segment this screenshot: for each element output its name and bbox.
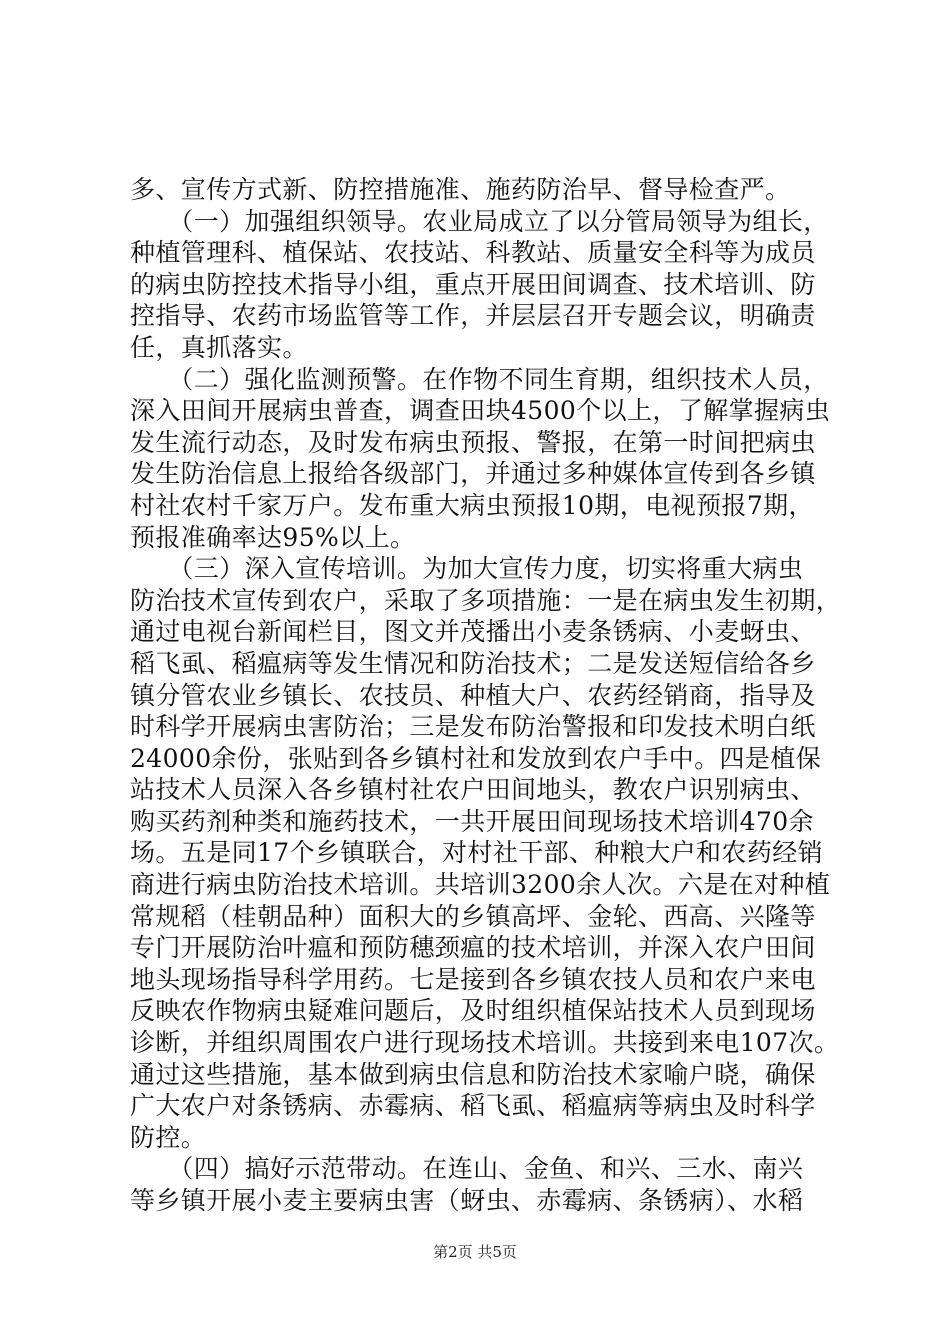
text-line: 防治技术宣传到农户，采取了多项措施：一是在病虫发生初期， <box>130 585 842 615</box>
text-line: 购买药剂种类和施药技术，一共开展田间现场技术培训470余 <box>130 806 814 836</box>
text-line: 种植管理科、植保站、农技站、科教站、质量安全科等为成员 <box>130 238 816 268</box>
text-line: 镇分管农业乡镇长、农技员、种植大户、农药经销商，指导及 <box>130 680 816 710</box>
text-line: 场。五是同17个乡镇联合，对村社干部、种粮大户和农药经销 <box>130 838 824 868</box>
text-line: 深入田间开展病虫普查，调查田块4500个以上，了解掌握病虫 <box>130 396 831 426</box>
text-line: 稻飞虱、稻瘟病等发生情况和防治技术；二是发送短信给各乡 <box>130 648 816 678</box>
text-line: 预报准确率达95%以上。 <box>130 522 416 552</box>
text-line: 等乡镇开展小麦主要病虫害（蚜虫、赤霉病、条锈病）、水稻 <box>130 1186 804 1215</box>
page-number-footer: 第2页 共5页 <box>433 1243 517 1261</box>
text-line: 商进行病虫防治技术培训。共培训3200余人次。六是在对种植 <box>130 870 831 900</box>
text-line: （一）加强组织领导。农业局成立了以分管局领导为组长， <box>130 206 829 236</box>
text-line: 反映农作物病虫疑难问题后，及时组织植保站技术人员到现场 <box>130 996 816 1026</box>
text-line: 诊断，并组织周围农户进行现场技术培训。共接到来电107次。 <box>130 1028 840 1058</box>
text-line: 专门开展防治叶瘟和预防穗颈瘟的技术培训，并深入农户田间 <box>130 933 816 963</box>
text-line: 时科学开展病虫害防治；三是发布防治警报和印发技术明白纸 <box>130 712 816 742</box>
text-line: 地头现场指导科学用药。七是接到各乡镇农技人员和农户来电 <box>130 964 816 994</box>
text-line: 站技术人员深入各乡镇村社农户田间地头，教农户识别病虫、 <box>130 775 816 805</box>
text-line: 村社农村千家万户。发布重大病虫预报10期，电视预报7期， <box>130 490 814 520</box>
text-line: 发生流行动态，及时发布病虫预报、警报，在第一时间把病虫 <box>130 427 816 457</box>
text-line: 任，真抓落实。 <box>130 332 308 362</box>
body-text <box>130 174 842 1217</box>
text-line: 广大农户对条锈病、赤霉病、稻飞虱、稻瘟病等病虫及时科学 <box>130 1091 816 1121</box>
text-line: 24000余份，张贴到各乡镇村社和发放到农户手中。四是植保 <box>130 743 822 773</box>
text-line: 防控。 <box>130 1122 207 1152</box>
text-line: 通过这些措施，基本做到病虫信息和防治技术家喻户晓，确保 <box>130 1059 816 1089</box>
text-line: 多、宣传方式新、防控措施准、施药防治早、督导检查严。 <box>130 175 791 204</box>
text-line: 通过电视台新闻栏目，图文并茂播出小麦条锈病、小麦蚜虫、 <box>130 617 816 647</box>
text-line: 控指导、农药市场监管等工作，并层层召开专题会议，明确责 <box>130 301 816 331</box>
text-line: 常规稻（桂朝品种）面积大的乡镇高坪、金轮、西高、兴隆等 <box>130 901 816 931</box>
text-line: 发生防治信息上报给各级部门，并通过多种媒体宣传到各乡镇 <box>130 459 816 489</box>
text-line: （二）强化监测预警。在作物不同生育期，组织技术人员， <box>130 364 829 394</box>
text-line: （四）搞好示范带动。在连山、金鱼、和兴、三水、南兴 <box>130 1154 804 1184</box>
text-line: （三）深入宣传培训。为加大宣传力度，切实将重大病虫 <box>130 554 804 584</box>
text-line: 的病虫防控技术指导小组，重点开展田间调查、技术培训、防 <box>130 269 816 299</box>
